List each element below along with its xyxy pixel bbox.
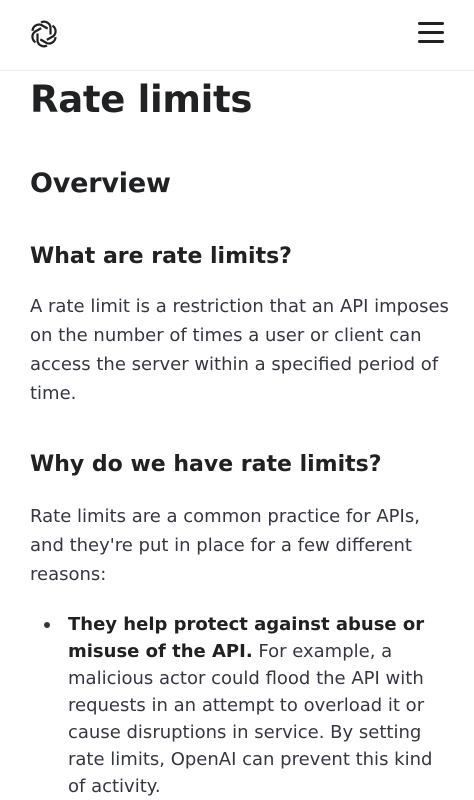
paragraph-reasons-intro: Rate limits are a common practice for APIs, and they're put in place for a few different reasons: bbox=[30, 506, 420, 585]
section-title-overview: Overview bbox=[30, 168, 171, 199]
page-title: Rate limits bbox=[30, 78, 253, 121]
hamburger-menu-icon[interactable] bbox=[418, 22, 444, 46]
top-navigation-bar bbox=[0, 0, 474, 71]
heading-why-rate-limits: Why do we have rate limits? bbox=[30, 452, 382, 477]
menu-line bbox=[418, 40, 444, 43]
menu-line bbox=[418, 22, 444, 25]
reasons-list bbox=[30, 611, 450, 800]
main-content bbox=[30, 72, 450, 800]
reason-bold-text: They help protect against abuse or misuse of the API. bbox=[68, 614, 425, 662]
reason-text: For example, a malicious actor could flood the API with requests in an attempt to overload it or cause disruptions in service. By setting rate limits, OpenAI can prevent this kind of activity. bbox=[68, 641, 433, 797]
menu-line bbox=[418, 31, 444, 34]
list-item bbox=[30, 611, 450, 800]
bullet-icon bbox=[44, 622, 50, 628]
paragraph-definition: A rate limit is a restriction that an API imposes on the number of times a user or client can access the server within a specified period of time. bbox=[30, 296, 449, 404]
heading-what-are-rate-limits: What are rate limits? bbox=[30, 244, 292, 269]
openai-logo-icon[interactable] bbox=[28, 18, 60, 50]
